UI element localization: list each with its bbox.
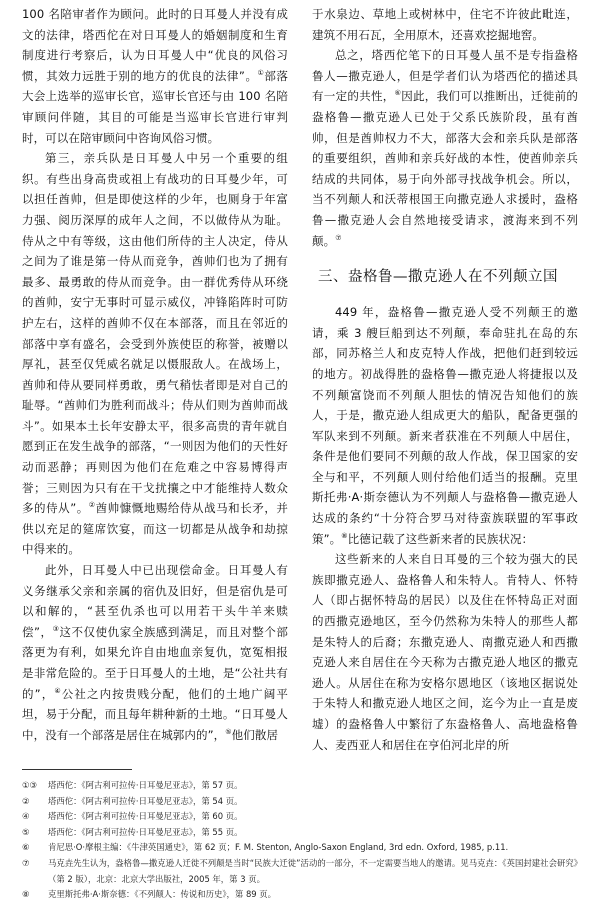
note-ref-7: ⑦ (335, 233, 342, 242)
note-ref-3: ③ (52, 624, 60, 633)
page (22, 4, 578, 755)
right-paragraph-3: 449 年，盎格鲁—撒克逊人受不列颠王的邀请，乘 3 艘巨船到达不列颠，奉命驻扎在岛的东部，同苏格兰人和皮克特人作战，把他们赶到较远的地方。初战得胜的盎格鲁—撒克逊人将捷报以及不列颠富饶而不列颠人胆怯的情况告知他们的族人，于是，撒克逊人组成更大的船队，配备更强的军队来到不列颠。新来者获准在不列颠人中居住，条件是他们要同不列颠的敌人作战，保卫国家的安全与和平，不列颠人则付给他们适当的报酬。克里斯托弗·A·斯奈德认为不列颠人与盎格鲁—撒克逊人达成的条约“十分符合罗马对待蛮族联盟的军事政策”。⑧比德记载了这些新来者的民族状况： (312, 305, 578, 546)
note-ref-5: ⑤ (225, 727, 232, 736)
right-column (312, 4, 578, 755)
footnote-2: ② 塔西佗：《阿古利可拉传·日耳曼尼亚志》，第 54 页。 (22, 795, 243, 806)
left-paragraph-3: 此外，日耳曼人中已出现偿命金。日耳曼人有义务继承父亲和亲属的宿仇及旧好，但是宿仇是可以和解的，“甚至仇杀也可以用若干头牛羊来赎偿”，③这不仅使仇家全族感到满足，而且对整个部落更为有利，如果允许自由地血亲复仇，宽冤相报是非常危险的。至于日耳曼人的土地，是“公社共有的”，④公社之内按贵贱分配，他们的土地广阔平坦，易于分配，而且每年耕种新的土地。“日耳曼人中，没有一个部落是居住在城郭内的”，⑤他们散居 (22, 563, 288, 742)
footnote-7: ⑦ 马克垚先生认为，盎格鲁—撒克逊人迁徙不列颠是当时“民族大迁徙”活动的一部分，不一定需要当地人的邀请。见马克垚：《英国封建社会研究》（第 2 版），北京：北京大学出版社，2005 年，第 3 页。 (22, 857, 578, 884)
footnote-8: ⑧ 克里斯托弗·A·斯奈德：《不列颠人：传说和历史》，第 89 页。 (22, 889, 277, 900)
note-ref-4: ④ (54, 686, 62, 695)
footnote-6: ⑥ 肯尼思·O·摩根主编：《牛津英国通史》，第 62 页；F. M. Stenton, Anglo-Saxon England, 3rd edn. Oxford, 1985, p.11. (22, 842, 509, 853)
right-paragraph-4: 这些新来的人来自日耳曼的三个较为强大的民族即撒克逊人、盎格鲁人和朱特人。肯特人、怀特人（即占据怀特岛的居民）以及住在怀特岛正对面的西撒克逊地区，至今仍然称为朱特人的那些人都是朱特人的后裔；东撒克逊人、南撒克逊人和西撒克逊人来自居住在今天称为古撒克逊人地区的撒克逊人。从居住在称为安格尔恩地区（该地区据说处于朱特人和撒克逊人地区之间，迄今为止一直是废墟）的盎格鲁人中繁衍了东盎格鲁人、高地盎格鲁人、麦西亚人和居住在亨伯河北岸的所 (312, 552, 578, 752)
right-paragraph-1: 于水泉边、草地上或树林中，住宅不许彼此毗连，建筑不用石瓦，全用原木，还喜欢挖掘地窖。 (312, 7, 578, 42)
left-column (22, 4, 288, 755)
note-ref-8: ⑧ (341, 531, 348, 540)
note-ref-6: ⑥ (394, 89, 402, 98)
footnote-divider (22, 769, 132, 770)
footnote-1-3: ①③ 塔西佗：《阿古利可拉传·日耳曼尼亚志》，第 57 页。 (22, 780, 243, 790)
section-heading: 三、盎格鲁—撒克逊人在不列颠立国 (318, 269, 558, 286)
left-paragraph-2: 第三，亲兵队是日耳曼人中另一个重要的组织。有些出身高贵或祖上有战功的日耳曼少年，可以担任酋帅，但是即使这样的少年，也厕身于年富力强、阅历深厚的成年人之间，不以做侍从为耻。侍从之中有等级，这由他们所侍的主人决定，侍从之间为了谁是第一侍从而竞争，酋帅们也为了拥有最多、最勇敢的侍从而竞争。由一群优秀侍从环绕的酋帅，安宁无事时可显示威仪，冲锋陷阵时可防护左右，这样的酋帅不仅在本部落，而且在邻近的部落中享有盛名，会受到外族使臣的称誉，被赠以厚礼，甚至仅凭威名就足以慑服敌人。在战场上，酋帅和侍从要同样勇敢，勇气稍怯者即是对自己的耻辱。“酋帅们为胜利而战斗；侍从们则为酋帅而战斗”。如果本土长年安静太平，很多高贵的青年就自愿到正在发生战争的部落，“一则因为他们的天性好动而恶静；再则因为他们在危难之中容易博得声誉；三则因为只有在干戈扰攘之中才能维持人数众多的侍从”。②酋帅慷慨地赐给侍从战马和长矛，并供以充足的筵席饮宴，而这一切都是从战争和劫掠中得来的。 (22, 151, 288, 557)
note-ref-2: ② (88, 501, 96, 510)
footnote-5: ⑤ 塔西佗：《阿古利可拉传·日耳曼尼亚志》，第 55 页。 (22, 826, 243, 837)
footnote-4: ④ 塔西佗：《阿古利可拉传·日耳曼尼亚志》，第 60 页。 (22, 811, 243, 822)
right-paragraph-2: 总之，塔西佗笔下的日耳曼人虽不是专指盎格鲁人—撒克逊人，但是学者们认为塔西佗的描述具有一定的共性，⑥因此，我们可以推断出，迁徙前的盎格鲁—撒克逊人已处于父系氏族阶段，虽有酋帅，但是酋帅权力不大，部落大会和亲兵队是部落的重要组织，酋帅和亲兵好战的本性，使酋帅亲兵结成的共同体，易于向外部寻找战争机会。所以，当不列颠人和沃蒂根国王向撒克逊人求援时，盎格鲁—撒克逊人会自然地接受请求，渡海来到不列颠。⑦ (312, 48, 578, 248)
left-paragraph-1: 100 名陪审者作为顾问。此时的日耳曼人并没有成文的法律，塔西佗在对日耳曼人的婚姻制度和生育制度进行考察后，认为日耳曼人中“优良的风俗习惯，其效力远胜于别的地方的优良的法律”。①部落大会上选举的巡审长官，巡审长官还与由 100 名陪审顾问伴随，其目的可能是当巡审长官进行审判时，可以在陪审顾问中咨询风俗习惯。 (22, 7, 288, 145)
footnotes (22, 778, 578, 903)
note-ref-1-3: ① (257, 68, 265, 77)
text-columns (22, 4, 578, 755)
